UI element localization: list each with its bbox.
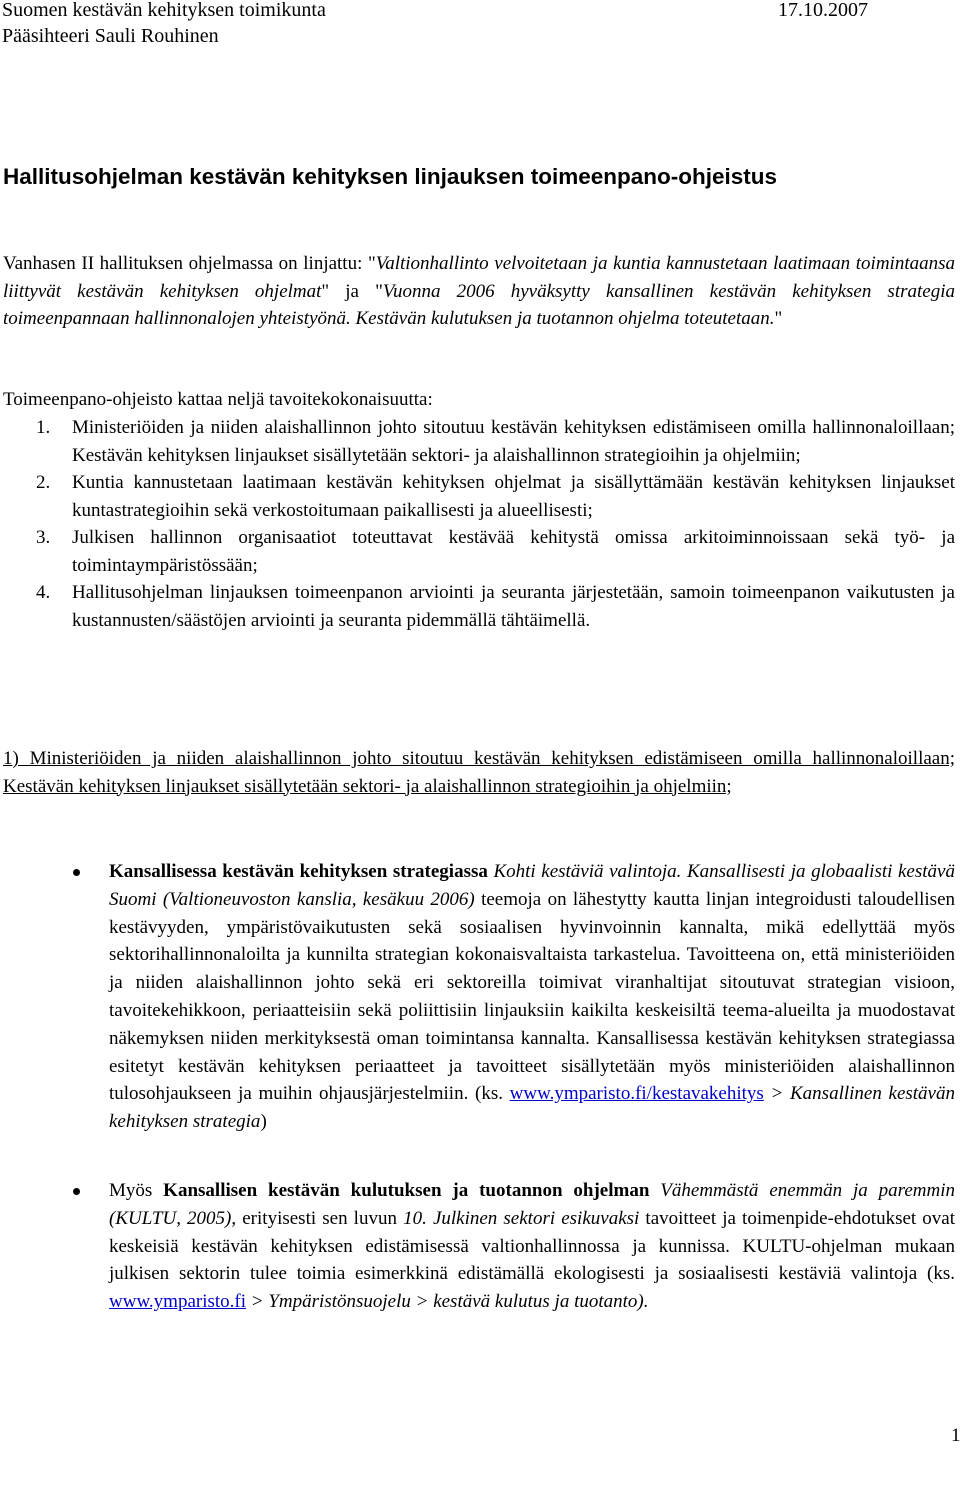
page-number: 1: [951, 1425, 960, 1446]
goal-item: [3, 469, 955, 524]
section-1-bullets: [3, 858, 955, 1316]
goal-item: [3, 414, 955, 469]
goal-number: 1.: [36, 417, 51, 438]
bullet-2-text-2: tavoitteet ja toimenpide-ehdotukset ovat keskeisiä kestävän kehityksen edistämisessä valtionhallinnossa ja kunnissa. KULTU-ohjelman mukaan julkisen sektorin tulee toimia esimerkkinä edistämällä ekologisesti ja sosiaalisesti kestäviä valintoja (ks.: [109, 1207, 955, 1285]
bullet-2-italic-1: Vähemmästä enemmän ja paremmin (KULTU, 2005): [109, 1179, 955, 1229]
intro-paragraph: [3, 250, 955, 333]
intro-text-2: " ja ": [321, 280, 383, 302]
goal-item: [3, 524, 955, 579]
bullet-1-italic-2: > Kansallinen kestävän kehityksen strategia: [109, 1083, 955, 1133]
intro-quote-2: Vuonna 2006 hyväksytty kansallinen kestävän kehityksen strategia toimeenpannaan hallinnonalojen yhteistyönä. Kestävän kulutuksen ja tuotannon ohjelma toteutetaan.: [3, 280, 955, 329]
bullet-1-bold: Kansallisessa kestävän kehityksen strategiassa: [109, 861, 488, 882]
bullet-1-italic-1: Kohti kestäviä valintoja. Kansallisesti ja globaalisti kestävä Suomi (Valtioneuvoston kanslia, kesäkuu 2006): [109, 861, 955, 910]
document-title: Hallitusohjelman kestävän kehityksen linjauksen toimeenpano-ohjeistus: [3, 164, 777, 189]
bullet-dot-icon: [73, 869, 80, 876]
goals-lead: Toimeenpano-ohjeisto kattaa neljä tavoitekokonaisuutta:: [3, 389, 433, 410]
bullet-2-text-0: Myös: [109, 1179, 164, 1201]
goals-list: [3, 414, 955, 634]
bullet-national-strategy: [3, 858, 955, 1136]
bullet-2-bold: Kansallisen kestävän kulutuksen ja tuotannon ohjelman: [163, 1179, 650, 1201]
goal-number: 3.: [36, 527, 51, 548]
bullet-kultu-programme: [3, 1177, 955, 1316]
goal-text: Kuntia kannustetaan laatimaan kestävän kehityksen ohjelmat ja sisällyttämään kestävän kehityksen linjaukset kuntastrategioihin sekä verkostoitumaan paikallisesti ja alueellisesti;: [72, 472, 955, 521]
goal-text: Ministeriöiden ja niiden alaishallinnon johto sitoutuu kestävän kehityksen edistämiseen omilla hallinnonaloillaan; Kestävän kehityksen linjaukset sisällytetään sektori- ja alaishallinnon strategioihin ja ohjelmiin;: [72, 417, 955, 466]
goal-number: 2.: [36, 472, 51, 493]
bullet-2-italic-2: 10. Julkinen sektori esikuvaksi: [403, 1207, 640, 1229]
bullet-2-italic-3: > Ympäristönsuojelu > kestävä kulutus ja tuotanto).: [246, 1291, 649, 1313]
intro-text-3: ": [774, 308, 783, 329]
header-person: Pääsihteeri Sauli Rouhinen: [2, 25, 219, 47]
goal-item: [3, 579, 955, 634]
goal-text: Julkisen hallinnon organisaatiot toteuttavat kestävää kehitystä omissa arkitoiminnoissaan sekä työ- ja toimintaympäristössään;: [72, 527, 955, 576]
link-ymparisto[interactable]: www.ymparisto.fi: [109, 1291, 247, 1313]
goal-text: Hallitusohjelman linjauksen toimeenpanon arviointi ja seuranta järjestetään, samoin toimeenpanon vaikutusten ja kustannusten/säästöjen arviointi ja seuranta pidemmällä tähtäimellä.: [72, 582, 955, 631]
link-ymparisto-kestavakehitys[interactable]: www.ymparisto.fi/kestavakehitys: [509, 1083, 764, 1105]
bullet-dot-icon: [73, 1188, 80, 1195]
bullet-2-text-1: , erityisesti sen luvun: [231, 1207, 404, 1229]
section-1-heading: 1) Ministeriöiden ja niiden alaishallinnon johto sitoutuu kestävän kehityksen edistämiseen omilla hallinnonaloillaan; Kestävän kehityksen linjaukset sisällytetään sektori- ja alaishallinnon strategioihin ja ohjelmiin;: [3, 748, 955, 797]
goal-number: 4.: [36, 582, 51, 603]
header-date: 17.10.2007: [778, 0, 868, 21]
intro-text-1: Vanhasen II hallituksen ohjelmassa on linjattu: ": [3, 253, 376, 274]
intro-quote-1: Valtionhallinto velvoitetaan ja kuntia kannustetaan laatimaan toimintaansa liittyvät kestävän kehityksen ohjelmat: [3, 253, 955, 302]
bullet-1-text-2: ): [260, 1111, 267, 1133]
header-organization: Suomen kestävän kehityksen toimikunta: [2, 0, 326, 21]
bullet-1-text-1: teemoja on lähestytty kautta linjan integroidusti taloudellisen kestävyyden, ympäristövaikutusten sekä sosiaalisen hyvinvoinnin kannalta, mikä edellyttää myös sektorihallinnonaloilta ja kunnilta strategian kokonaisvaltaista tarkastelua. Tavoitteena on, että ministeriöiden ja niiden alaishallinnon johto sekä eri sektoreilla toimivat viranhaltijat sitoutuvat strategian visioon, tavoitekehikkoon, periaatteisiin sekä poliittisiin linjauksiin kaikilta keskeisiltä teema-alueilta ja muodostavat näkemyksen niiden merkityksestä oman toimintansa kannalta. Kansallisessa kestävän kehityksen strategiassa esitetyt kestävän kehityksen periaatteet ja tavoitteet sisällytetään myös ministeriöiden alaishallinnon tulosohjaukseen ja muihin ohjausjärjestelmiin. (ks.: [109, 888, 956, 1105]
